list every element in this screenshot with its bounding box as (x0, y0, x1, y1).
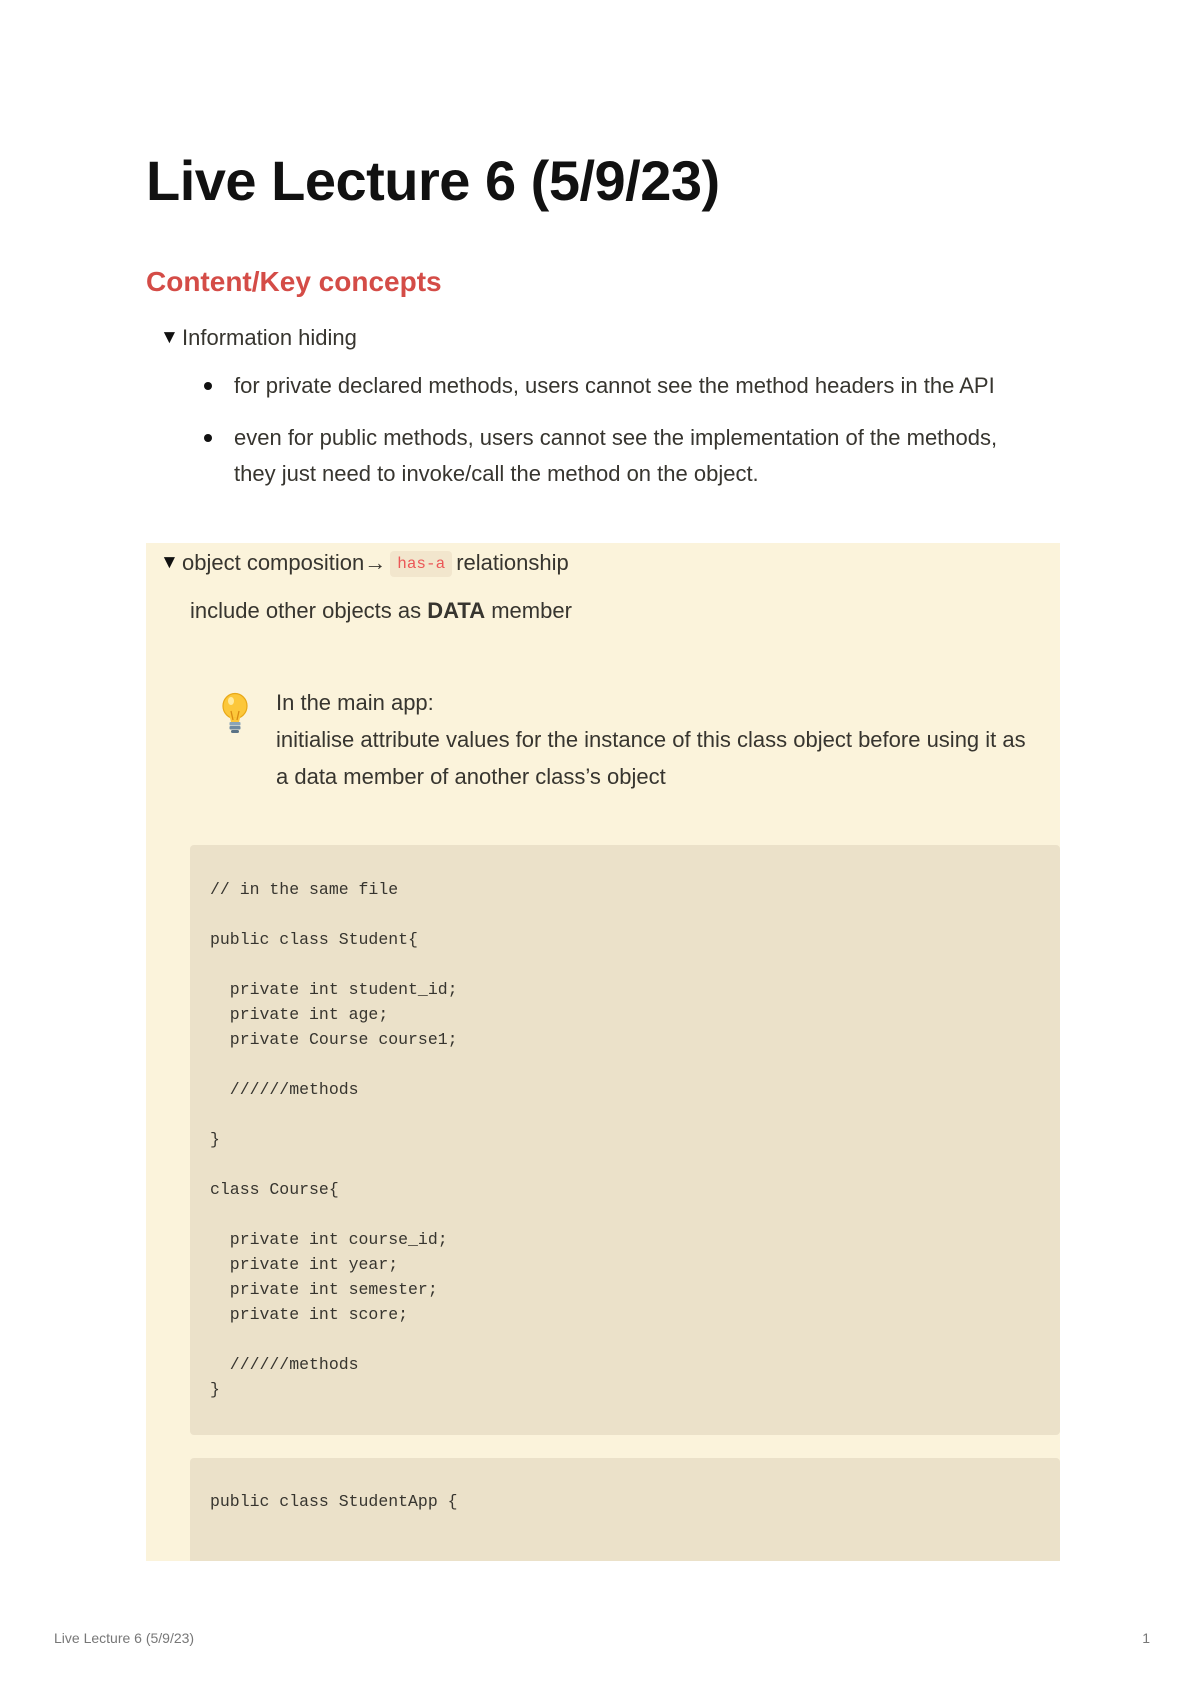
list-item-text: for private declared methods, users cannot see the method headers in the API (234, 373, 995, 398)
section-heading: Content/Key concepts (146, 266, 442, 297)
toggle-triangle-icon[interactable]: ▼ (160, 327, 179, 348)
callout-text (276, 684, 1036, 795)
description-text-suffix: member (485, 598, 572, 623)
page-title: Live Lecture 6 (5/9/23) (146, 149, 720, 212)
list-item-text: even for public methods, users cannot see the implementation of the methods, they just need to invoke/call the method on the object. (234, 425, 998, 486)
inline-code-has-a: has-a (390, 551, 452, 577)
toggle-label-suffix: relationship (456, 550, 569, 575)
footer-title: Live Lecture 6 (5/9/23) (54, 1630, 195, 1646)
composition-description (190, 596, 572, 626)
toggle-object-composition[interactable] (160, 548, 569, 578)
bullet-icon (204, 434, 212, 442)
code-text: // in the same file public class Student{ private int student_id; private int age; private Course course1; //////methods } class Course{ private int course_id; private int year; private int semester; private int score; //////methods } (210, 880, 458, 1399)
info-hiding-list (204, 368, 1044, 508)
code-block[interactable] (190, 845, 1060, 1435)
callout-line: initialise attribute values for the instance of this class object before using it as a data member of another class’s object (276, 727, 1026, 789)
description-text: include other objects as (190, 598, 428, 623)
toggle-triangle-icon[interactable]: ▼ (160, 552, 179, 573)
bullet-icon (204, 382, 212, 390)
page-number: 1 (1142, 1630, 1150, 1646)
toggle-information-hiding[interactable] (160, 323, 357, 353)
lightbulb-icon (220, 692, 250, 736)
toggle-label: Information hiding (182, 325, 357, 350)
callout-line: In the main app: (276, 690, 434, 715)
list-item (204, 420, 1044, 492)
description-bold: DATA (427, 598, 486, 623)
list-item (204, 368, 1044, 404)
toggle-label: object composition→ (182, 550, 387, 575)
code-block[interactable] (190, 1458, 1060, 1561)
code-text: public class StudentApp { (210, 1492, 458, 1511)
